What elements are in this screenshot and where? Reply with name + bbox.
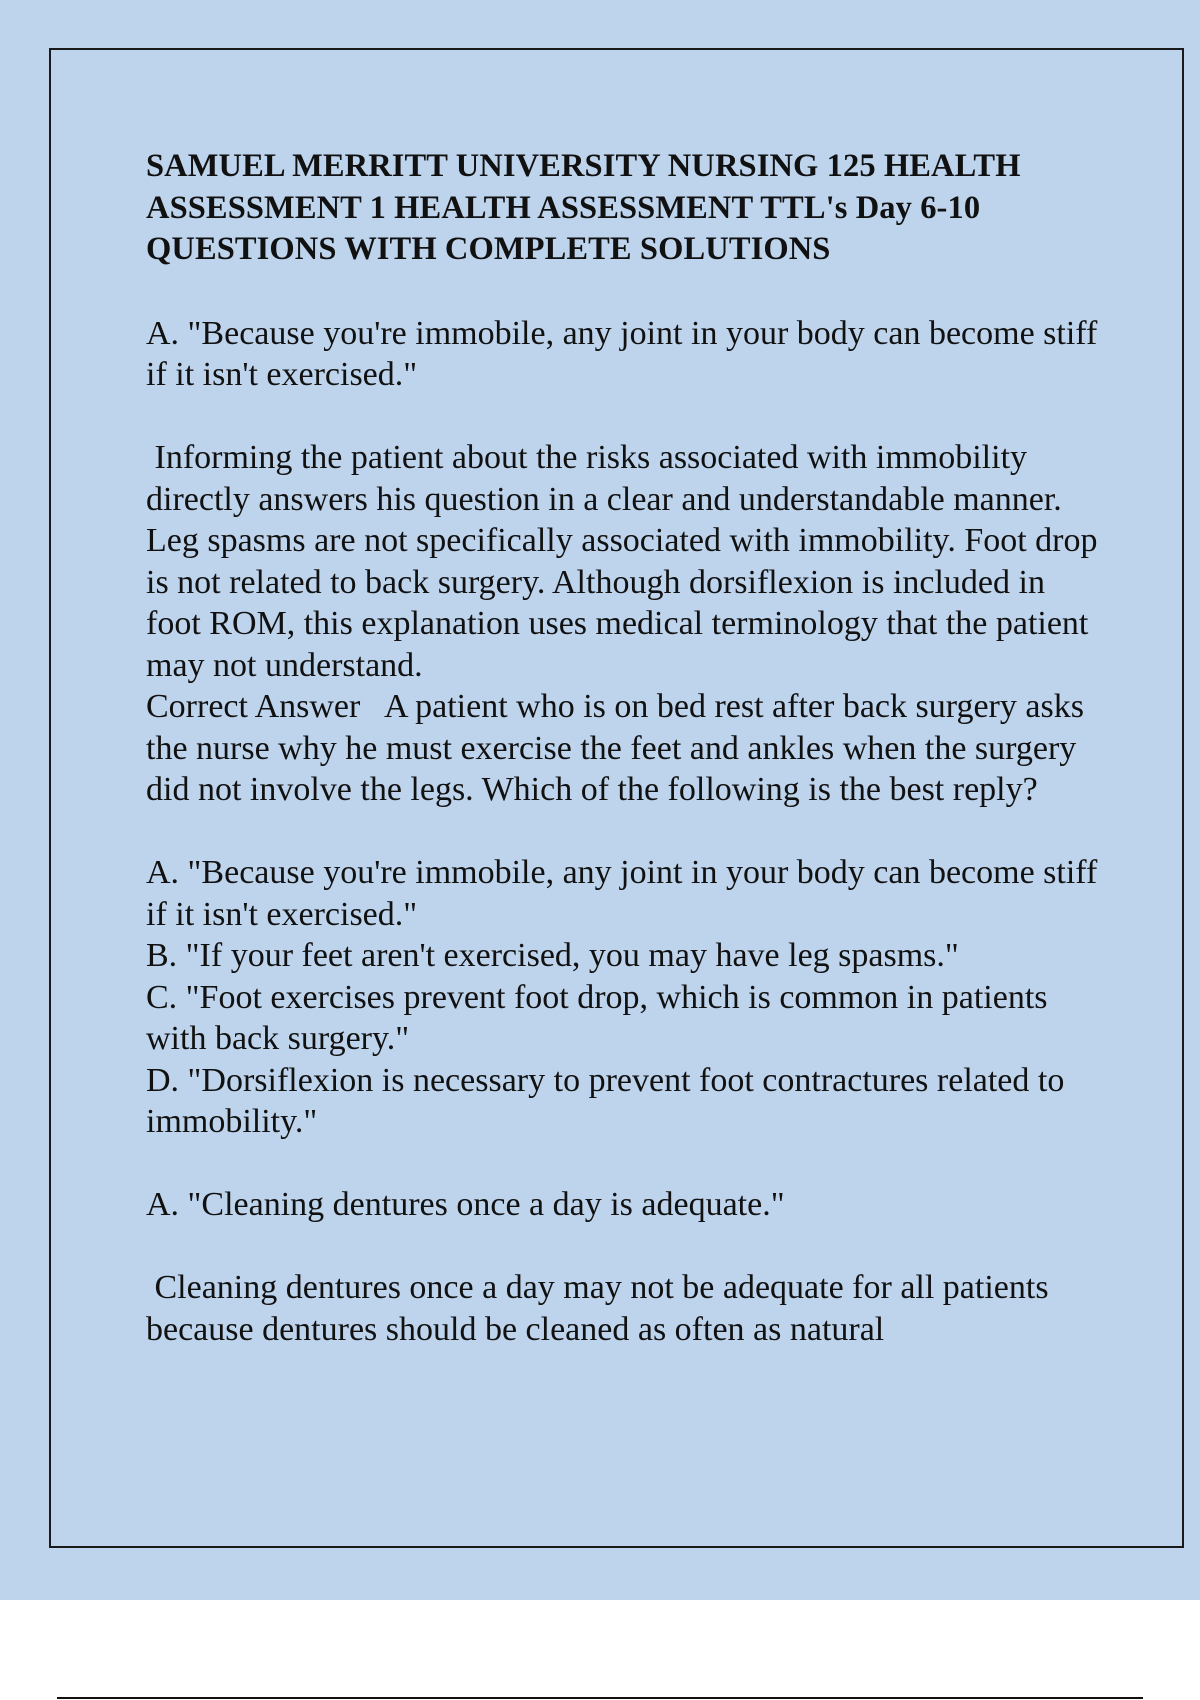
footer-divider (57, 1697, 1143, 1699)
q1-option-b: B. "If your feet aren't exercised, you may have leg spasms." (146, 937, 959, 974)
document-title: SAMUEL MERRITT UNIVERSITY NURSING 125 HEALTH ASSESSMENT 1 HEALTH ASSESSMENT TTL's Day 6-10 QUESTIONS WITH COMPLETE SOLUTIONS (146, 148, 1021, 267)
paragraph-gap (146, 1143, 1106, 1185)
q2-correct-answer: A. "Cleaning dentures once a day is adequate." (146, 1186, 785, 1223)
q1-correct-answer: A. "Because you're immobile, any joint in your body can become stiff if it isn't exercised." (146, 314, 1098, 393)
paragraph-gap (146, 396, 1106, 438)
q1-option-c: C. "Foot exercises prevent foot drop, which is common in patients with back surgery." (146, 978, 1048, 1057)
q1-option-d: D. "Dorsiflexion is necessary to prevent foot contractures related to immobility." (146, 1061, 1065, 1140)
paragraph-gap (146, 811, 1106, 853)
q1-option-a: A. "Because you're immobile, any joint in your body can become stiff if it isn't exercised." (146, 854, 1098, 933)
q1-question: Correct Answer A patient who is on bed rest after back surgery asks the nurse why he must exercise the feet and ankles when the surgery did not involve the legs. Which of the following is the best reply? (146, 688, 1093, 808)
document-body (146, 146, 1106, 1350)
q1-rationale: Informing the patient about the risks associated with immobility directly answers his question in a clear and understandable manner. Leg spasms are not specifically associated with immobility. Foot drop is not related to back surgery. Although dorsiflexion is included in foot ROM, this explanation uses medical terminology that the patient may not understand. (146, 439, 1107, 684)
paragraph-gap (146, 1226, 1106, 1268)
q2-rationale: Cleaning dentures once a day may not be adequate for all patients because dentures should be cleaned as often as natural (146, 1269, 1058, 1348)
